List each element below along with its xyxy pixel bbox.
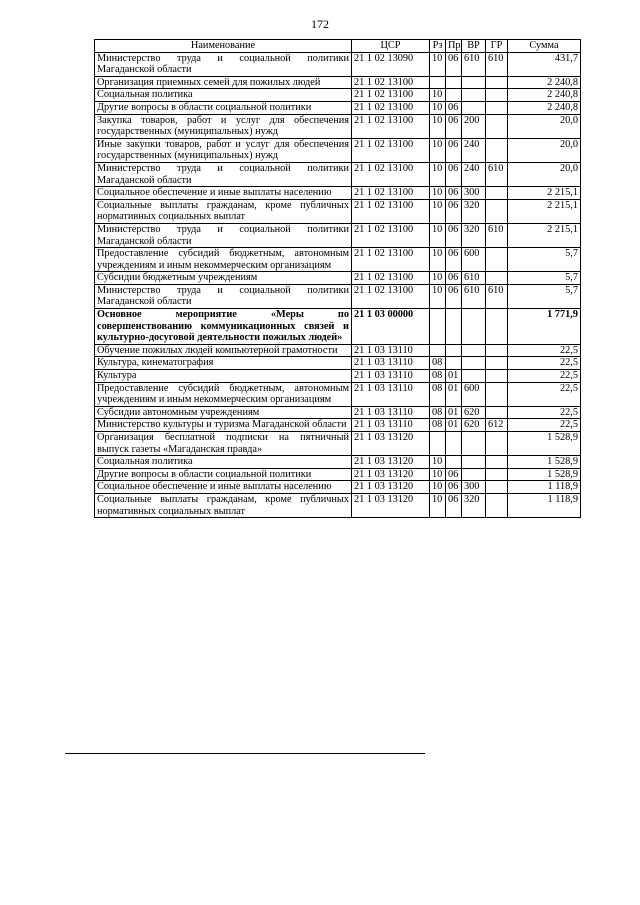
cell-sum: 22,5 <box>508 357 581 370</box>
table-row <box>95 406 581 419</box>
cell-pr <box>446 432 462 456</box>
cell-sum: 5,7 <box>508 248 581 272</box>
cell-name: Министерство труда и социальной политики Магаданской области <box>95 284 352 308</box>
cell-csr: 21 1 03 13120 <box>352 493 430 517</box>
table-row <box>95 456 581 469</box>
cell-sum: 431,7 <box>508 52 581 76</box>
table-row <box>95 89 581 102</box>
cell-csr: 21 1 03 13110 <box>352 382 430 406</box>
table-row <box>95 468 581 481</box>
cell-vr: 320 <box>462 223 486 247</box>
cell-name: Иные закупки товаров, работ и услуг для обеспечения государственных (муниципальных) нужд <box>95 138 352 162</box>
header-gr: ГР <box>486 40 508 53</box>
cell-gr <box>486 138 508 162</box>
cell-vr <box>462 370 486 383</box>
cell-pr <box>446 89 462 102</box>
cell-gr <box>486 344 508 357</box>
cell-rz: 10 <box>430 101 446 114</box>
cell-sum: 22,5 <box>508 370 581 383</box>
cell-name: Социальные выплаты гражданам, кроме публичных нормативных социальных выплат <box>95 199 352 223</box>
cell-csr: 21 1 03 13110 <box>352 357 430 370</box>
cell-pr: 06 <box>446 114 462 138</box>
cell-name: Культура, кинематография <box>95 357 352 370</box>
cell-name: Социальные выплаты гражданам, кроме публичных нормативных социальных выплат <box>95 493 352 517</box>
table-row <box>95 187 581 200</box>
cell-sum: 2 215,1 <box>508 187 581 200</box>
cell-rz: 10 <box>430 187 446 200</box>
cell-name: Культура <box>95 370 352 383</box>
cell-name: Социальное обеспечение и иные выплаты населению <box>95 481 352 494</box>
cell-csr: 21 1 02 13100 <box>352 114 430 138</box>
cell-pr: 06 <box>446 468 462 481</box>
cell-pr <box>446 309 462 345</box>
cell-rz: 08 <box>430 419 446 432</box>
cell-gr: 612 <box>486 419 508 432</box>
cell-gr <box>486 101 508 114</box>
cell-pr: 06 <box>446 138 462 162</box>
cell-pr: 06 <box>446 284 462 308</box>
cell-sum: 2 240,8 <box>508 89 581 102</box>
cell-sum: 22,5 <box>508 419 581 432</box>
cell-gr <box>486 309 508 345</box>
cell-name: Субсидии бюджетным учреждениям <box>95 272 352 285</box>
cell-sum: 2 215,1 <box>508 199 581 223</box>
cell-sum: 2 240,8 <box>508 101 581 114</box>
cell-name: Предоставление субсидий бюджетным, автономным учреждениям и иным некоммерческим организациям <box>95 248 352 272</box>
header-pr: Пр <box>446 40 462 53</box>
cell-vr: 320 <box>462 493 486 517</box>
cell-name: Предоставление субсидий бюджетным, автономным учреждениям и иным некоммерческим организациям <box>95 382 352 406</box>
cell-name: Министерство культуры и туризма Магаданской области <box>95 419 352 432</box>
cell-pr: 06 <box>446 481 462 494</box>
cell-vr <box>462 357 486 370</box>
cell-name: Министерство труда и социальной политики Магаданской области <box>95 52 352 76</box>
cell-vr <box>462 89 486 102</box>
cell-rz: 08 <box>430 357 446 370</box>
cell-vr: 610 <box>462 52 486 76</box>
cell-csr: 21 1 03 13120 <box>352 481 430 494</box>
cell-sum: 22,5 <box>508 344 581 357</box>
cell-gr <box>486 468 508 481</box>
cell-rz: 10 <box>430 456 446 469</box>
cell-pr: 06 <box>446 248 462 272</box>
cell-name: Министерство труда и социальной политики Магаданской области <box>95 223 352 247</box>
table-header-row <box>95 40 581 53</box>
cell-rz <box>430 344 446 357</box>
cell-gr: 610 <box>486 284 508 308</box>
cell-gr <box>486 493 508 517</box>
header-name: Наименование <box>95 40 352 53</box>
cell-vr: 300 <box>462 187 486 200</box>
cell-pr: 01 <box>446 370 462 383</box>
cell-name: Основное мероприятие «Меры по совершенствованию коммуникационных связей и культурно-досуговой деятельности пожилых людей» <box>95 309 352 345</box>
cell-csr: 21 1 02 13100 <box>352 138 430 162</box>
cell-vr <box>462 456 486 469</box>
cell-rz: 10 <box>430 114 446 138</box>
cell-rz: 10 <box>430 199 446 223</box>
cell-vr: 600 <box>462 382 486 406</box>
table-row <box>95 272 581 285</box>
cell-csr: 21 1 03 13110 <box>352 406 430 419</box>
cell-csr: 21 1 02 13100 <box>352 101 430 114</box>
header-vr: ВР <box>462 40 486 53</box>
cell-vr: 600 <box>462 248 486 272</box>
cell-sum: 22,5 <box>508 406 581 419</box>
cell-rz: 08 <box>430 406 446 419</box>
cell-sum: 2 215,1 <box>508 223 581 247</box>
cell-vr: 610 <box>462 272 486 285</box>
cell-gr <box>486 248 508 272</box>
cell-gr <box>486 272 508 285</box>
cell-rz <box>430 432 446 456</box>
cell-gr <box>486 114 508 138</box>
cell-name: Обучение пожилых людей компьютерной грамотности <box>95 344 352 357</box>
cell-name: Закупка товаров, работ и услуг для обеспечения государственных (муниципальных) нужд <box>95 114 352 138</box>
table-row <box>95 248 581 272</box>
table-row <box>95 493 581 517</box>
cell-sum: 1 528,9 <box>508 456 581 469</box>
cell-sum: 2 240,8 <box>508 76 581 89</box>
cell-name: Другие вопросы в области социальной политики <box>95 101 352 114</box>
cell-pr: 06 <box>446 272 462 285</box>
cell-csr: 21 1 02 13100 <box>352 284 430 308</box>
cell-gr <box>486 432 508 456</box>
cell-csr: 21 1 02 13100 <box>352 199 430 223</box>
cell-gr <box>486 199 508 223</box>
cell-csr: 21 1 03 13120 <box>352 432 430 456</box>
table-row <box>95 370 581 383</box>
header-csr: ЦСР <box>352 40 430 53</box>
table-row <box>95 481 581 494</box>
table-row <box>95 114 581 138</box>
cell-vr: 620 <box>462 406 486 419</box>
cell-name: Другие вопросы в области социальной политики <box>95 468 352 481</box>
cell-csr: 21 1 03 13110 <box>352 370 430 383</box>
cell-pr <box>446 357 462 370</box>
cell-vr <box>462 344 486 357</box>
cell-vr <box>462 432 486 456</box>
cell-csr: 21 1 02 13100 <box>352 223 430 247</box>
table-row <box>95 199 581 223</box>
cell-rz: 10 <box>430 481 446 494</box>
cell-sum: 1 118,9 <box>508 493 581 517</box>
cell-pr: 06 <box>446 187 462 200</box>
cell-sum: 20,0 <box>508 114 581 138</box>
budget-table <box>94 39 581 518</box>
table-row <box>95 309 581 345</box>
table-row <box>95 101 581 114</box>
cell-vr: 320 <box>462 199 486 223</box>
cell-sum: 5,7 <box>508 272 581 285</box>
cell-vr: 620 <box>462 419 486 432</box>
cell-csr: 21 1 02 13100 <box>352 248 430 272</box>
cell-vr <box>462 76 486 89</box>
cell-csr: 21 1 03 13110 <box>352 344 430 357</box>
cell-gr <box>486 357 508 370</box>
table-row <box>95 382 581 406</box>
cell-name: Социальное обеспечение и иные выплаты населению <box>95 187 352 200</box>
page-number: 172 <box>311 17 329 31</box>
cell-pr: 01 <box>446 382 462 406</box>
table-row <box>95 284 581 308</box>
cell-sum: 1 528,9 <box>508 468 581 481</box>
table-row <box>95 52 581 76</box>
table-row <box>95 357 581 370</box>
cell-csr: 21 1 03 00000 <box>352 309 430 345</box>
cell-vr <box>462 468 486 481</box>
cell-pr: 06 <box>446 493 462 517</box>
cell-pr <box>446 344 462 357</box>
cell-gr <box>486 382 508 406</box>
cell-rz: 10 <box>430 493 446 517</box>
cell-vr: 240 <box>462 138 486 162</box>
table-row <box>95 76 581 89</box>
cell-rz: 10 <box>430 162 446 186</box>
table-row <box>95 419 581 432</box>
cell-csr: 21 1 03 13120 <box>352 456 430 469</box>
cell-rz: 10 <box>430 52 446 76</box>
cell-gr <box>486 481 508 494</box>
table-row <box>95 223 581 247</box>
cell-vr: 240 <box>462 162 486 186</box>
cell-rz: 10 <box>430 468 446 481</box>
cell-gr <box>486 187 508 200</box>
cell-pr: 01 <box>446 406 462 419</box>
table-row <box>95 344 581 357</box>
header-sum: Сумма <box>508 40 581 53</box>
cell-gr <box>486 89 508 102</box>
cell-name: Министерство труда и социальной политики Магаданской области <box>95 162 352 186</box>
cell-rz: 08 <box>430 382 446 406</box>
cell-gr <box>486 370 508 383</box>
cell-csr: 21 1 03 13120 <box>352 468 430 481</box>
cell-csr: 21 1 02 13100 <box>352 89 430 102</box>
cell-pr <box>446 456 462 469</box>
cell-gr <box>486 406 508 419</box>
cell-rz: 10 <box>430 284 446 308</box>
cell-rz <box>430 76 446 89</box>
cell-csr: 21 1 02 13100 <box>352 162 430 186</box>
footer-rule <box>65 753 425 754</box>
cell-rz: 10 <box>430 89 446 102</box>
cell-rz: 10 <box>430 272 446 285</box>
cell-sum: 1 118,9 <box>508 481 581 494</box>
cell-name: Социальная политика <box>95 456 352 469</box>
cell-sum: 1 771,9 <box>508 309 581 345</box>
cell-rz <box>430 309 446 345</box>
cell-pr: 01 <box>446 419 462 432</box>
cell-pr: 06 <box>446 199 462 223</box>
cell-gr: 610 <box>486 52 508 76</box>
cell-pr: 06 <box>446 52 462 76</box>
cell-pr: 06 <box>446 162 462 186</box>
cell-name: Субсидии автономным учреждениям <box>95 406 352 419</box>
cell-vr <box>462 309 486 345</box>
cell-pr <box>446 76 462 89</box>
cell-sum: 20,0 <box>508 162 581 186</box>
cell-name: Социальная политика <box>95 89 352 102</box>
cell-vr: 610 <box>462 284 486 308</box>
cell-vr: 300 <box>462 481 486 494</box>
cell-sum: 20,0 <box>508 138 581 162</box>
cell-csr: 21 1 02 13100 <box>352 272 430 285</box>
cell-csr: 21 1 03 13110 <box>352 419 430 432</box>
header-rz: Рз <box>430 40 446 53</box>
cell-csr: 21 1 02 13090 <box>352 52 430 76</box>
cell-sum: 1 528,9 <box>508 432 581 456</box>
cell-rz: 08 <box>430 370 446 383</box>
cell-csr: 21 1 02 13100 <box>352 187 430 200</box>
cell-csr: 21 1 02 13100 <box>352 76 430 89</box>
cell-pr: 06 <box>446 223 462 247</box>
table-row <box>95 162 581 186</box>
cell-name: Организация бесплатной подписки на пятничный выпуск газеты «Магаданская правда» <box>95 432 352 456</box>
cell-rz: 10 <box>430 223 446 247</box>
cell-sum: 5,7 <box>508 284 581 308</box>
cell-gr: 610 <box>486 223 508 247</box>
cell-rz: 10 <box>430 248 446 272</box>
cell-gr <box>486 456 508 469</box>
cell-vr: 200 <box>462 114 486 138</box>
table-row <box>95 432 581 456</box>
cell-gr: 610 <box>486 162 508 186</box>
cell-sum: 22,5 <box>508 382 581 406</box>
cell-pr: 06 <box>446 101 462 114</box>
cell-rz: 10 <box>430 138 446 162</box>
cell-name: Организация приемных семей для пожилых людей <box>95 76 352 89</box>
table-row <box>95 138 581 162</box>
cell-vr <box>462 101 486 114</box>
cell-gr <box>486 76 508 89</box>
